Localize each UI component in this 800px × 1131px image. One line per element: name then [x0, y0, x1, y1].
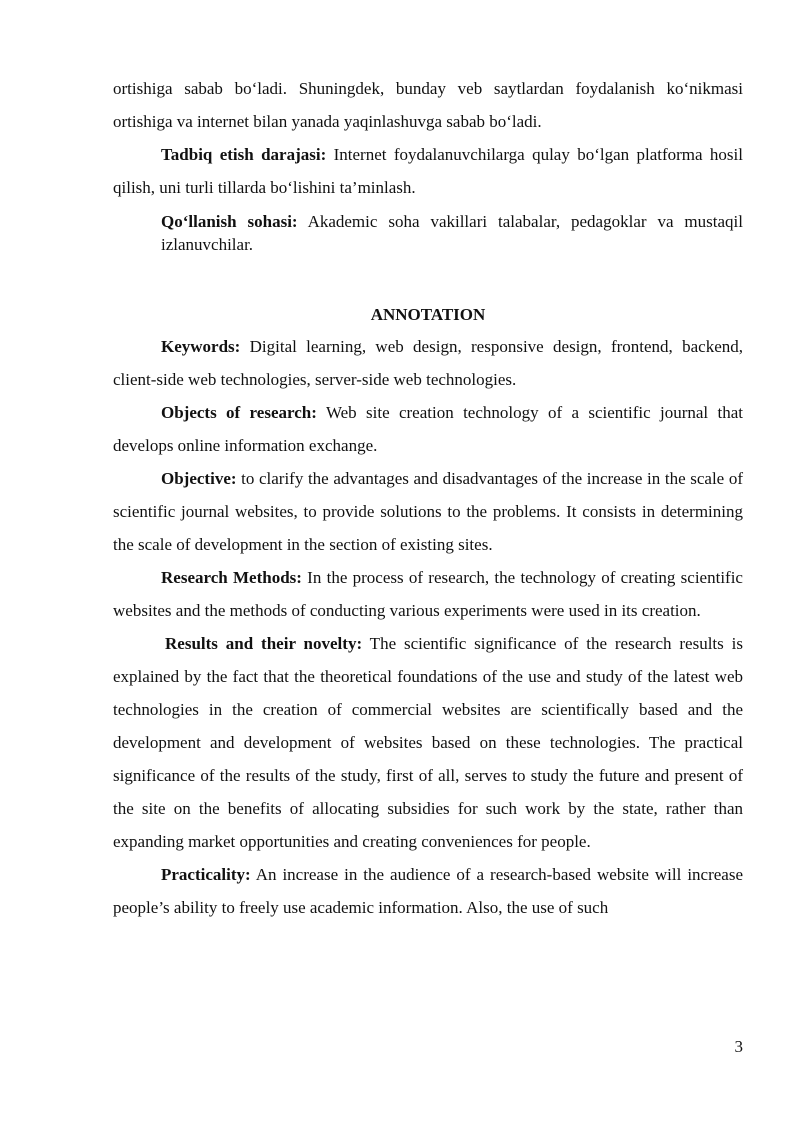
practicality-text: An increase in the audience of a research-based website will increase people’s ability to freely use academic information. Also, the use of such: [113, 865, 743, 917]
keywords-label: Keywords:: [161, 337, 241, 356]
keywords-text: Digital learning, web design, responsive design, frontend, backend, client-side web technologies, server-side web technologies.: [113, 337, 743, 389]
practicality-paragraph: [113, 858, 743, 924]
qollanish-label: Qo‘llanish sohasi:: [161, 212, 298, 231]
tadbiq-text: Internet foydalanuvchilarga qulay bo‘lgan platforma hosil qilish, uni turli tillarda bo‘lishini ta’minlash.: [113, 145, 743, 197]
objective-label: Objective:: [161, 469, 237, 488]
uzbek-paragraph-text: ortishiga sabab bo‘ladi. Shuningdek, bunday veb saytlardan foydalanish ko‘nikmasi ortishiga va internet bilan yanada yaqinlashuvga sabab bo‘ladi.: [113, 79, 743, 131]
page-number: 3: [734, 1037, 743, 1056]
tadbiq-paragraph: [113, 138, 743, 204]
methods-text: In the process of research, the technology of creating scientific websites and the methods of conducting various experiments were used in its creation.: [113, 568, 743, 620]
objects-paragraph: [113, 396, 743, 462]
methods-label: Research Methods:: [161, 568, 302, 587]
tadbiq-label: Tadbiq etish darajasi:: [161, 145, 327, 164]
keywords-paragraph: [113, 330, 743, 396]
objective-paragraph: [113, 462, 743, 561]
objective-text: to clarify the advantages and disadvantages of the increase in the scale of scientific journal websites, to provide solutions to the problems. It consists in determining the scale of development in the section of existing sites.: [113, 469, 743, 554]
results-paragraph: [113, 627, 743, 858]
annotation-heading: ANNOTATION: [370, 305, 486, 324]
practicality-label: Practicality:: [161, 865, 251, 884]
methods-paragraph: [113, 561, 743, 627]
uzbek-paragraph-continuation: [113, 72, 743, 138]
qollanish-text: Akademic soha vakillari talabalar, pedagoklar va mustaqil izlanuvchilar.: [161, 212, 743, 254]
results-text: The scientific significance of the research results is explained by the fact that the theoretical foundations of the use and study of the latest web technologies in the creation of commercial websites are scientifically based and the development and development of websites based on these technologies. The practical significance of the results of the study, first of all, serves to study the future and present of the site on the benefits of allocating subsidies for such work by the state, rather than expanding market opportunities and creating conveniences for people.: [113, 634, 743, 851]
objects-text: Web site creation technology of a scientific journal that develops online information exchange.: [113, 403, 743, 455]
qollanish-paragraph: [161, 210, 743, 256]
document-body: [113, 72, 743, 924]
objects-label: Objects of research:: [161, 403, 317, 422]
results-label: Results and their novelty:: [165, 634, 363, 653]
